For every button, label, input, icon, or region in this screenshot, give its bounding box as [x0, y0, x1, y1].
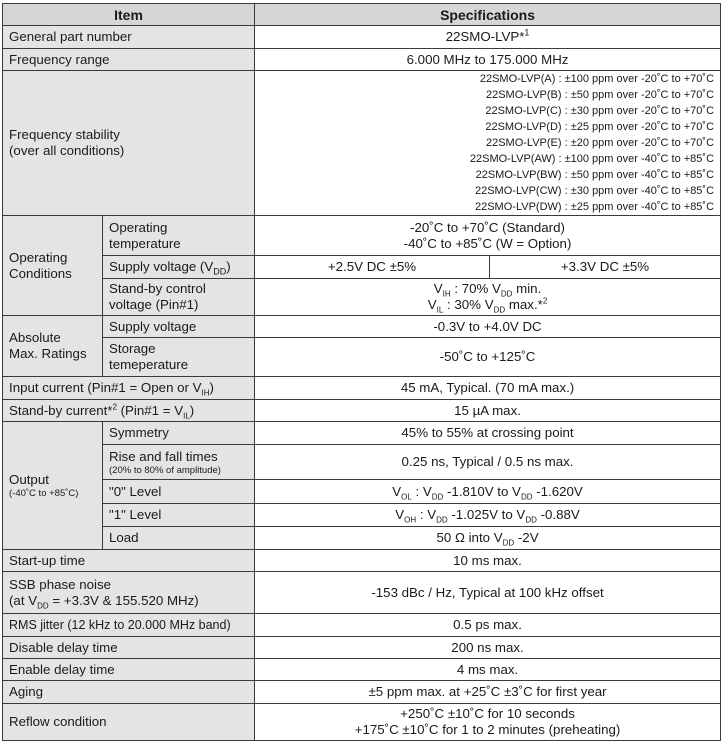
value-supply-voltage-2v5: +2.5V DC ±5% [255, 256, 490, 279]
label-frequency-stability: Frequency stability (over all conditions) [3, 71, 255, 216]
label-storage-temperature: Storage temeperature [103, 338, 255, 377]
value-rms-jitter: 0.5 ps max. [255, 614, 721, 637]
value-standby-control-voltage: $V_{IH}$ : 70% $V_{DD}$ min. $V_{IL}$ : 30% $V_{DD}$ max.*$^2$ [255, 279, 721, 316]
value-symmetry: 45% to 55% at crossing point [255, 422, 721, 445]
value-reflow-condition: +250˚C ±10˚C for 10 seconds +175˚C ±10˚C for 1 to 2 minutes (preheating) [255, 704, 721, 741]
label-ssb-phase-noise: SSB phase noise (at $V_{DD} = +3.3V$ & 155.520 MHz) [3, 572, 255, 614]
row-load [3, 527, 721, 550]
label-operating-conditions: Operating Conditions [3, 216, 103, 316]
stability-line: 22SMO-LVP(DW) : ±25 ppm over -40˚C to +85˚C [474, 201, 715, 213]
stability-line: 22SMO-LVP(A) : ±100 ppm over -20˚C to +70˚C [479, 73, 715, 85]
stability-line: 22SMO-LVP(AW) : ±100 ppm over -40˚C to +85˚C [469, 153, 715, 165]
row-rise-fall-times [3, 445, 721, 480]
label-enable-delay-time: Enable delay time [3, 659, 255, 681]
label-rise-fall-times: Rise and fall times (20% to 80% of amplitude) [103, 445, 255, 480]
label-aging: Aging [3, 681, 255, 704]
row-startup-time [3, 550, 721, 572]
row-operating-temperature [3, 216, 721, 256]
label-reflow-condition: Reflow condition [3, 704, 255, 741]
label-standby-current: Stand-by current*$^2$ (Pin#1 = $V_{IL}$) [3, 400, 255, 422]
value-enable-delay-time: 4 ms max. [255, 659, 721, 681]
value-general-part-number: 22SMO-LVP*$^1$ [255, 26, 721, 49]
row-frequency-stability [3, 71, 721, 216]
value-aging: ±5 ppm max. at +25˚C ±3˚C for first year [255, 681, 721, 704]
label-level-0: "0" Level [103, 480, 255, 504]
value-rise-fall-times: 0.25 ns, Typical / 0.5 ns max. [255, 445, 721, 480]
label-frequency-range: Frequency range [3, 49, 255, 71]
row-absolute-supply-voltage [3, 316, 721, 338]
label-load: Load [103, 527, 255, 550]
row-ssb-phase-noise [3, 572, 721, 614]
label-symmetry: Symmetry [103, 422, 255, 445]
row-rms-jitter [3, 614, 721, 637]
stability-line: 22SMO-LVP(B) : ±50 ppm over -20˚C to +70˚C [485, 89, 715, 101]
value-startup-time: 10 ms max. [255, 550, 721, 572]
value-ssb-phase-noise: -153 dBc / Hz, Typical at 100 kHz offset [255, 572, 721, 614]
row-aging [3, 681, 721, 704]
row-level-1 [3, 504, 721, 527]
row-input-current [3, 377, 721, 400]
label-operating-temperature: Operating temperature [103, 216, 255, 256]
value-level-0: $V_{OL}$ : $V_{DD}$ -1.810V to $V_{DD}$ -1.620V [255, 480, 721, 504]
label-standby-control-voltage: Stand-by control voltage (Pin#1) [103, 279, 255, 316]
value-standby-current: 15 µA max. [255, 400, 721, 422]
stability-line: 22SMO-LVP(C) : ±30 ppm over -20˚C to +70˚C [485, 105, 715, 117]
label-level-1: "1" Level [103, 504, 255, 527]
label-input-current: Input current (Pin#1 = Open or $V_{IH}$) [3, 377, 255, 400]
value-operating-temperature: -20˚C to +70˚C (Standard) -40˚C to +85˚C (W = Option) [255, 216, 721, 256]
label-general-part-number: General part number [3, 26, 255, 49]
specifications-table [2, 3, 721, 741]
row-level-0 [3, 480, 721, 504]
value-disable-delay-time: 200 ns max. [255, 637, 721, 659]
label-supply-voltage: Supply voltage $(V_{DD})$ [103, 256, 255, 279]
stability-line: 22SMO-LVP(BW) : ±50 ppm over -40˚C to +85˚C [475, 169, 715, 181]
value-load: 50 Ω into $V_{DD}$ -2V [255, 527, 721, 550]
row-standby-current [3, 400, 721, 422]
row-disable-delay [3, 637, 721, 659]
stability-line: 22SMO-LVP(D) : ±25 ppm over -20˚C to +70˚C [485, 121, 715, 133]
label-startup-time: Start-up time [3, 550, 255, 572]
value-storage-temperature: -50˚C to +125˚C [255, 338, 721, 377]
label-absolute-supply-voltage: Supply voltage [103, 316, 255, 338]
value-supply-voltage-3v3: +3.3V DC ±5% [490, 256, 721, 279]
label-output: Output (-40˚C to +85˚C) [3, 422, 103, 550]
row-general-part-number [3, 26, 721, 49]
stability-line: 22SMO-LVP(E) : ±20 ppm over -20˚C to +70˚C [485, 137, 715, 149]
header-specifications: Specifications [255, 4, 721, 26]
stability-line: 22SMO-LVP(CW) : ±30 ppm over -40˚C to +85˚C [474, 185, 715, 197]
row-enable-delay [3, 659, 721, 681]
label-rms-jitter: RMS jitter (12 kHz to 20.000 MHz band) [3, 614, 255, 637]
header-row [3, 4, 721, 26]
row-storage-temperature [3, 338, 721, 377]
value-level-1: $V_{OH}$ : $V_{DD}$ -1.025V to $V_{DD}$ -0.88V [255, 504, 721, 527]
label-absolute-max-ratings: Absolute Max. Ratings [3, 316, 103, 377]
row-supply-voltage [3, 256, 721, 279]
value-input-current: 45 mA, Typical. (70 mA max.) [255, 377, 721, 400]
value-frequency-stability [255, 71, 721, 216]
row-frequency-range [3, 49, 721, 71]
row-standby-control-voltage [3, 279, 721, 316]
header-item: Item [3, 4, 255, 26]
label-disable-delay-time: Disable delay time [3, 637, 255, 659]
row-symmetry [3, 422, 721, 445]
value-absolute-supply-voltage: -0.3V to +4.0V DC [255, 316, 721, 338]
row-reflow-condition [3, 704, 721, 741]
value-frequency-range: 6.000 MHz to 175.000 MHz [255, 49, 721, 71]
